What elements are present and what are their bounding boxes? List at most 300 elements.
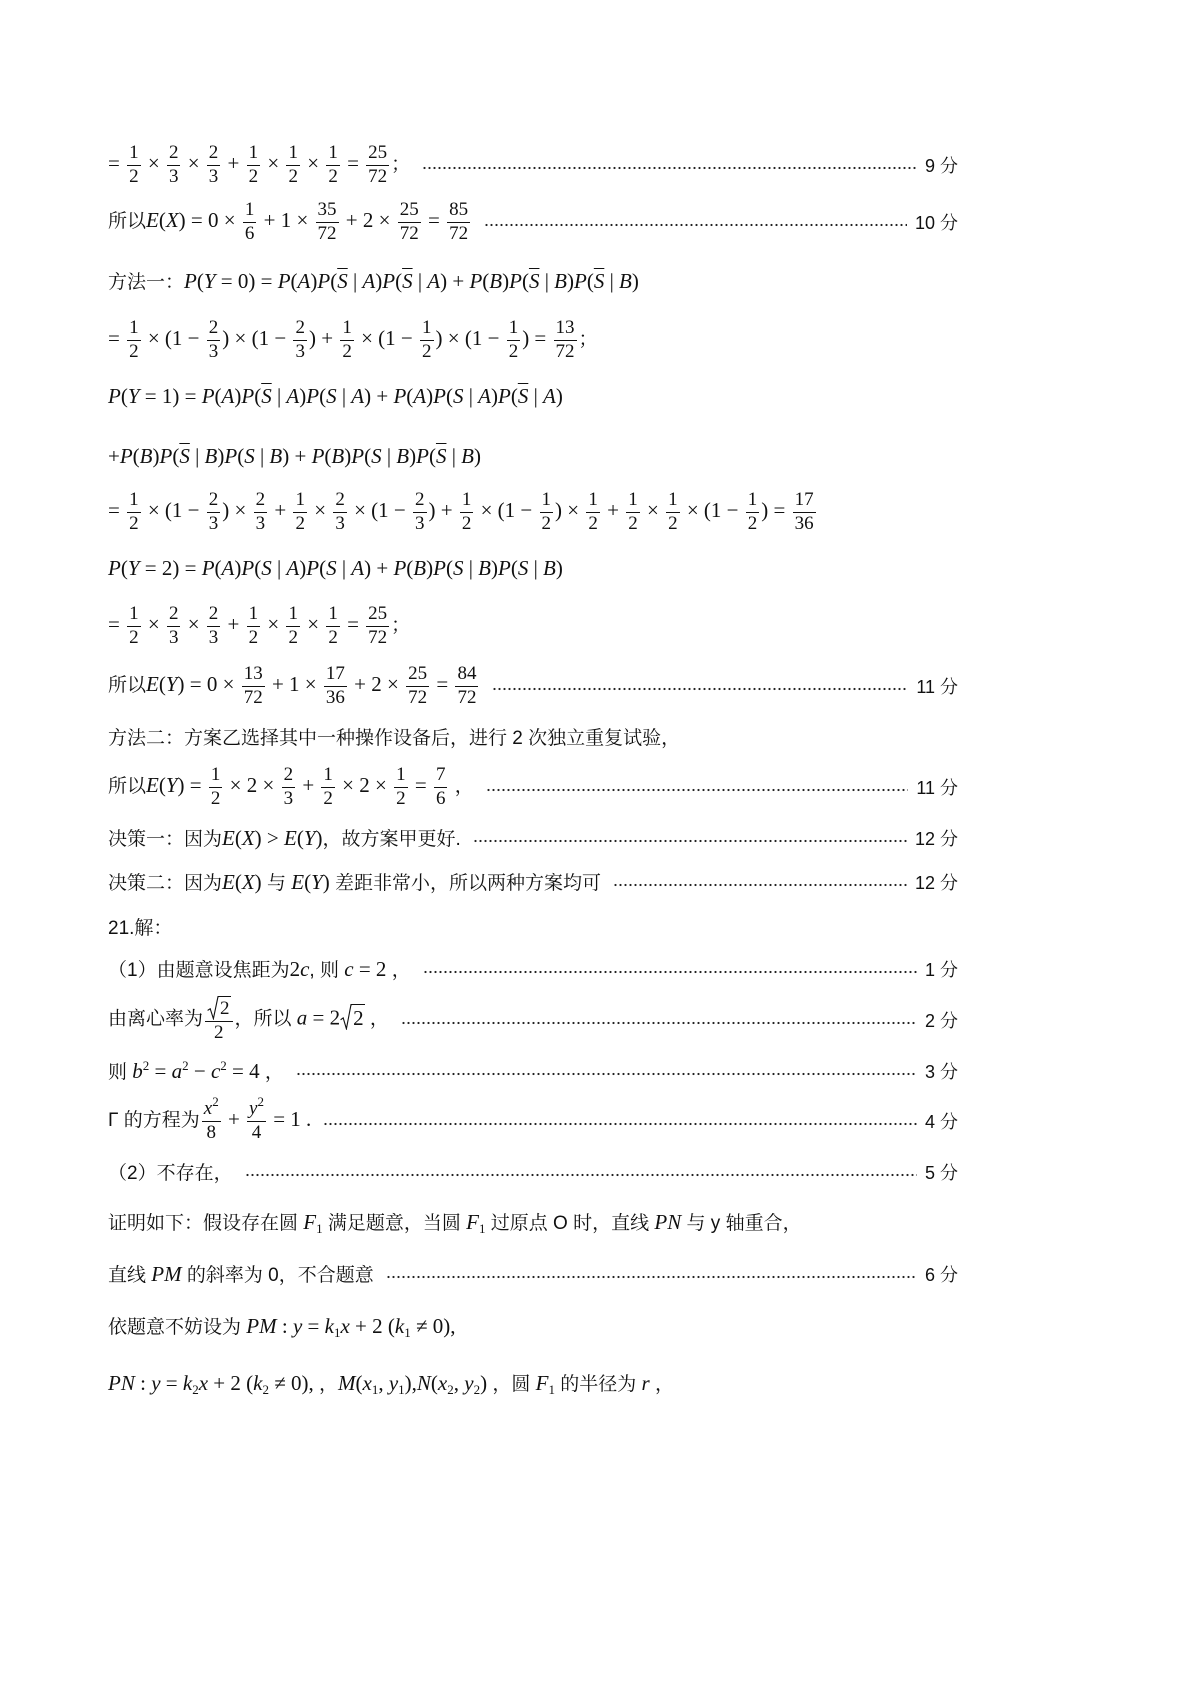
text-run: × (641, 497, 665, 522)
fraction-numerator: 25 (366, 143, 389, 166)
line-content (108, 443, 481, 468)
fraction (316, 200, 339, 245)
text-run: | (271, 555, 287, 580)
math-variable: P (469, 268, 483, 293)
text-run: ) = (522, 325, 552, 350)
math-variable: r (641, 1370, 650, 1395)
score-label: 1 分 (924, 960, 958, 980)
math-variable: X (241, 825, 255, 850)
text-run: | (336, 555, 352, 580)
text-run: ) + (282, 443, 312, 468)
superscripted-variable (211, 1059, 227, 1083)
fraction-numerator: 2 (207, 143, 221, 166)
text-run: − (188, 1058, 211, 1083)
fraction-denominator: 72 (317, 222, 337, 244)
fraction-denominator: 2 (288, 165, 298, 187)
math-variable: P (306, 555, 320, 580)
overlined-variable: $\overline{S}$ (337, 268, 348, 293)
fraction-denominator: 72 (449, 222, 469, 244)
superscript-exponent: 2 (182, 1057, 189, 1073)
variable-base: F (466, 1209, 479, 1234)
text-run: | (463, 383, 479, 408)
variable-base: c (210, 1058, 221, 1083)
math-variable: P (201, 555, 215, 580)
fraction-numerator: 1 (243, 200, 257, 223)
fraction-denominator: 3 (208, 626, 219, 648)
square-root (340, 1004, 365, 1030)
text-run: ( (428, 443, 436, 468)
fraction-denominator: 2 (328, 626, 338, 648)
text-run: ) (234, 383, 242, 408)
superscript-exponent: 2 (212, 1093, 219, 1109)
dot-leader (423, 970, 917, 974)
subscripted-variable (253, 1371, 269, 1395)
math-variable: y (292, 1313, 303, 1338)
text-run: 所以 (108, 775, 147, 797)
fraction-denominator: 2 (129, 626, 139, 648)
text-run: ( (395, 268, 403, 293)
text-run: ； (578, 328, 598, 350)
text-run: ≠ 0), (410, 1313, 456, 1338)
text-run: ) > (254, 825, 285, 850)
score-label: 11 分 (916, 778, 958, 798)
fraction-denominator: 3 (208, 340, 219, 362)
text-run: 依题意不妨设为 (108, 1316, 247, 1338)
dot-leader (323, 1122, 917, 1126)
math-variable: P (184, 268, 197, 293)
text-run: × (182, 150, 205, 175)
fraction (394, 765, 408, 810)
math-variable: A (221, 383, 235, 408)
fraction (326, 143, 340, 188)
subscript-index: 1 (333, 1324, 341, 1340)
text-run: ) + (428, 497, 458, 522)
math-variable: P (241, 383, 255, 408)
line-content (108, 490, 818, 535)
math-variable: B (554, 268, 567, 293)
subscripted-variable (466, 1210, 485, 1234)
fraction-numerator: 2 (167, 604, 181, 627)
text-run: ， (386, 959, 411, 981)
fraction (326, 604, 340, 649)
text-run: ，所以 (234, 1008, 297, 1030)
fraction (398, 200, 421, 245)
text-run: = (341, 150, 365, 175)
text-run: × (182, 611, 205, 636)
fraction-denominator: 2 (129, 165, 139, 187)
text-run: ( (158, 772, 166, 797)
fraction-numerator: 1 (127, 318, 141, 341)
math-variable: P (393, 555, 407, 580)
fraction (205, 996, 233, 1044)
fraction (746, 490, 760, 535)
line-content (108, 200, 472, 245)
text-run: + (601, 497, 625, 522)
math-variable: N (416, 1370, 431, 1395)
math-variable: P (224, 443, 238, 468)
fraction-numerator: 1 (247, 143, 261, 166)
fraction (247, 604, 261, 649)
text-run: = 4 (226, 1058, 260, 1083)
fraction-denominator: 2 (129, 340, 139, 362)
math-variable: A (362, 268, 376, 293)
dot-leader (486, 788, 909, 792)
fraction-numerator (202, 1093, 221, 1122)
dot-leader (245, 1173, 917, 1177)
text-run: = (409, 772, 432, 797)
math-variable: Y (165, 772, 178, 797)
subscripted-variable (362, 1371, 378, 1395)
math-variable: B (204, 443, 218, 468)
fraction-denominator: 72 (368, 165, 388, 187)
fraction (127, 318, 141, 363)
math-variable: E (284, 825, 297, 850)
math-variable: E (222, 869, 235, 894)
fraction-numerator: 17 (324, 664, 347, 687)
score-label: 5 分 (924, 1163, 958, 1183)
math-variable: A (427, 268, 441, 293)
variable-base: x (362, 1370, 372, 1395)
text-run: | (528, 555, 544, 580)
overlined-variable: $\overline{S}$ (435, 443, 447, 468)
math-variable: A (351, 383, 365, 408)
text-run: Γ 的方程为 (108, 1109, 200, 1131)
fraction (286, 143, 300, 188)
line-content (108, 268, 639, 293)
line-pn-definition (108, 1351, 674, 1415)
text-run: = 1) = (139, 383, 202, 408)
line-content (108, 604, 410, 649)
fraction-numerator (205, 996, 233, 1022)
score-label: 9 分 (924, 156, 958, 176)
subscript-index: 2 (447, 1381, 454, 1397)
text-run: 的斜率为 0，不合题意 (181, 1264, 374, 1286)
fraction (207, 318, 221, 363)
text-run: + (222, 150, 245, 175)
fraction (447, 200, 470, 245)
math-variable: P (509, 268, 522, 293)
text-run: ) (480, 1370, 488, 1395)
math-variable: PN (654, 1209, 682, 1234)
overlined-variable: $\overline{S}$ (593, 268, 605, 293)
text-run: ( (324, 443, 332, 468)
math-variable: P (382, 268, 396, 293)
text-run: × (1 − (142, 497, 205, 522)
text-run: | (412, 268, 428, 293)
text-run: ( (430, 1370, 438, 1395)
fraction (202, 1093, 221, 1144)
text-run: | (347, 268, 363, 293)
line-content (108, 1209, 802, 1236)
math-variable: B (331, 443, 345, 468)
fraction-denominator: 36 (325, 686, 345, 708)
fraction (127, 490, 141, 535)
line-content (108, 917, 172, 938)
subscripted-variable (438, 1371, 454, 1395)
text-run: ( (586, 268, 594, 293)
text-run: ) + (364, 555, 394, 580)
line-content (108, 143, 410, 188)
math-variable: E (146, 671, 159, 696)
text-run: ( (406, 383, 414, 408)
text-run: 由离心率为 (108, 1008, 204, 1030)
variable-base: x (203, 1097, 213, 1119)
text-run: | (381, 443, 397, 468)
method-one-p-y0-formula (108, 249, 639, 313)
math-variable: P (241, 555, 255, 580)
fraction-numerator: 17 (793, 490, 816, 513)
subscripted-variable (395, 1314, 411, 1338)
text-run: ) (310, 268, 318, 293)
fraction-numerator: 2 (413, 490, 427, 513)
line-content (108, 765, 474, 810)
fraction-denominator: 72 (408, 686, 428, 708)
fraction (243, 200, 257, 245)
fraction (242, 664, 265, 709)
text-run: × (1 − (355, 325, 418, 350)
text-run: 则 (108, 1061, 133, 1083)
p-y2-formula-line (108, 536, 563, 600)
text-run: ( (254, 555, 262, 580)
dot-leader (422, 166, 917, 170)
line-content (108, 383, 563, 408)
expectation-x-line (108, 190, 958, 254)
text-run: × (308, 497, 332, 522)
fraction-denominator: 2 (342, 340, 352, 362)
fraction (366, 604, 389, 649)
line-pm-definition (108, 1294, 455, 1358)
text-run: = 2 (353, 956, 387, 981)
text-run: × (1 − (681, 497, 744, 522)
fraction-denominator: 36 (794, 512, 814, 534)
fraction-denominator: 3 (168, 626, 179, 648)
fraction-denominator: 3 (168, 165, 179, 187)
text-run: × (1 − (475, 497, 538, 522)
text-run: ) (502, 268, 510, 293)
fraction-denominator: 2 (422, 340, 432, 362)
radical-sign-icon (340, 1004, 352, 1030)
fraction-denominator: 2 (129, 512, 139, 534)
variable-base: b (132, 1058, 143, 1083)
line-content (108, 956, 411, 981)
text-run: | (189, 443, 205, 468)
text-run: ), (404, 1370, 417, 1395)
math-variable: E (222, 825, 235, 850)
dot-leader (613, 883, 907, 887)
text-run: = (302, 1313, 325, 1338)
text-run: 所以 (108, 674, 147, 696)
math-variable: a (296, 1005, 308, 1030)
fraction (455, 664, 478, 709)
math-variable: Y (127, 383, 140, 408)
text-run: ( (296, 825, 304, 850)
text-run: ) = (177, 772, 207, 797)
fraction-denominator: 3 (335, 512, 345, 534)
subscript-index: 1 (404, 1324, 411, 1340)
dot-leader (473, 839, 907, 843)
text-run: × (1 − (348, 497, 411, 522)
math-variable: A (478, 383, 491, 408)
subscripted-variable (303, 1210, 322, 1234)
text-run: ) (631, 268, 639, 293)
text-run: ( (510, 383, 518, 408)
math-variable: S (452, 383, 464, 408)
p-y1-formula-line (108, 364, 563, 428)
math-variable: B (396, 443, 410, 468)
fraction-numerator (247, 1093, 266, 1122)
superscript-exponent: 2 (220, 1057, 227, 1073)
fraction (282, 765, 296, 810)
text-run: ( (445, 383, 453, 408)
text-run: ) × (1 − (435, 325, 505, 350)
text-run: ，圆 (487, 1373, 536, 1395)
text-run: ) (426, 555, 434, 580)
math-variable: E (291, 869, 305, 894)
text-run: | (604, 268, 620, 293)
subscript-index: 1 (548, 1381, 555, 1397)
text-run: ( (319, 383, 327, 408)
fraction (406, 664, 429, 709)
text-run: ， (449, 775, 474, 797)
fraction-denominator: 72 (243, 686, 263, 708)
math-variable: B (269, 443, 283, 468)
text-run: ( (120, 383, 128, 408)
math-variable: P (351, 443, 365, 468)
p-y1-formula-continued (108, 424, 481, 488)
variable-base: k (324, 1313, 334, 1338)
text-run: = (160, 1370, 183, 1395)
fraction-numerator: 1 (293, 490, 307, 513)
fraction-numerator: 1 (340, 318, 354, 341)
text-run: | (463, 555, 479, 580)
fraction-numerator: 25 (366, 604, 389, 627)
score-label: 10 分 (914, 213, 958, 233)
dot-leader (386, 1275, 917, 1279)
fraction (554, 318, 577, 363)
fraction (340, 318, 354, 363)
fraction (127, 604, 141, 649)
text-run: + (222, 1106, 246, 1131)
text-run: 决策二：因为 (108, 872, 223, 894)
text-run: ( (234, 869, 242, 894)
text-run: ) (490, 555, 498, 580)
radicand: 2 (220, 998, 230, 1020)
math-variable: PM (246, 1313, 277, 1338)
math-variable: X (165, 207, 179, 232)
overlined-variable: $\overline{S}$ (517, 383, 529, 408)
fraction-numerator: 1 (507, 318, 521, 341)
math-variable: PN (108, 1370, 135, 1395)
text-run: 方法一： (108, 271, 185, 293)
text-run: = (422, 207, 446, 232)
text-run: + 1 × (266, 671, 322, 696)
math-variable: P (108, 555, 121, 580)
math-variable: M (337, 1370, 356, 1395)
text-run: ( (319, 555, 327, 580)
superscripted-variable (203, 1093, 219, 1119)
math-variable: A (286, 555, 300, 580)
fraction-numerator: 1 (394, 765, 408, 788)
fraction-numerator: 1 (286, 604, 300, 627)
text-run: ， (259, 1061, 284, 1083)
text-run: ) (152, 443, 160, 468)
math-variable: A (351, 555, 365, 580)
math-variable: E (146, 207, 159, 232)
score-label: 3 分 (924, 1062, 958, 1082)
fraction (586, 490, 600, 535)
text-run: ( (120, 555, 128, 580)
math-variable: B (478, 555, 491, 580)
subscript-index: 1 (371, 1381, 379, 1397)
math-variable: S (261, 555, 272, 580)
fraction-denominator: 2 (747, 512, 758, 534)
math-variable: P (497, 555, 511, 580)
fraction-numerator: 1 (326, 604, 340, 627)
fraction-denominator: 8 (206, 1121, 216, 1143)
fraction-numerator: 1 (626, 490, 640, 513)
text-run: × (142, 611, 165, 636)
math-variable: y (151, 1370, 161, 1395)
fraction-numerator: 84 (455, 664, 478, 687)
superscript-exponent: 2 (257, 1093, 264, 1109)
variable-base: a (171, 1058, 183, 1083)
text-run: × 2 × (336, 772, 393, 797)
fraction (293, 318, 307, 363)
p-y2-value-line (108, 594, 410, 658)
text-run: ) × (1 − (222, 325, 292, 350)
math-variable: X (241, 869, 255, 894)
text-run: + (269, 497, 292, 522)
math-variable: Y (311, 869, 323, 894)
dot-leader (401, 1021, 917, 1025)
math-variable: S (517, 555, 529, 580)
text-run: ， (649, 1373, 674, 1395)
text-run: = (431, 671, 454, 696)
math-variable: P (306, 383, 320, 408)
line-content (108, 825, 461, 850)
text-run: | (528, 383, 544, 408)
text-run: 与 (261, 872, 292, 894)
text-run: 与 y 轴重合， (681, 1212, 802, 1234)
math-variable: B (461, 443, 474, 468)
line-content (108, 996, 389, 1044)
fraction (207, 490, 221, 535)
text-run: × (142, 150, 165, 175)
text-run: ) (474, 443, 481, 468)
text-run: ， (318, 1373, 338, 1395)
text-run: = 0) = (215, 268, 278, 293)
fraction-numerator: 13 (554, 318, 577, 341)
text-run: ( (234, 825, 242, 850)
text-run: ( (214, 555, 222, 580)
math-variable: P (433, 383, 446, 408)
math-variable: E (146, 772, 159, 797)
subscripted-variable (536, 1371, 555, 1395)
text-run: 差距非常小，所以两种方案均可 (329, 872, 602, 894)
math-variable: P (497, 383, 511, 408)
fraction-numerator: 25 (398, 200, 421, 223)
text-run: = (108, 150, 126, 175)
subscript-index: 1 (316, 1220, 323, 1236)
subscripted-variable (464, 1371, 480, 1395)
text-run: ( (214, 383, 222, 408)
text-run: × (1 − (142, 325, 205, 350)
text-run: = (149, 1058, 172, 1083)
text-run: × (262, 150, 285, 175)
fraction-numerator: 1 (209, 765, 223, 788)
fraction-denominator: 72 (457, 686, 477, 708)
subscript-index: 2 (473, 1381, 481, 1397)
